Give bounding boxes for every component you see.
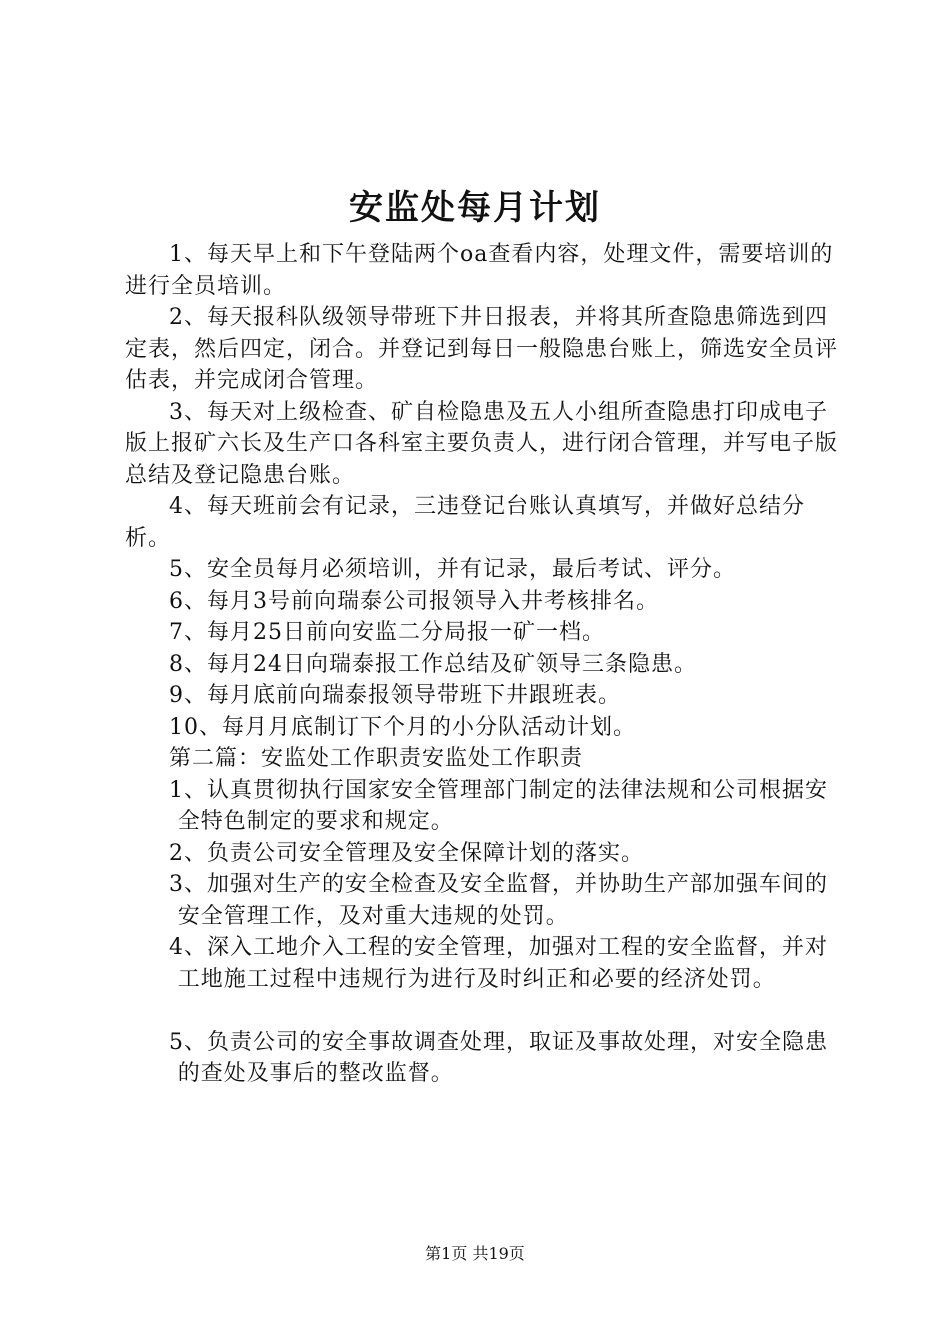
body-paragraph: 4、每天班前会有记录，三违登记台账认真填写，并做好总结分析。 — [125, 494, 805, 551]
body-paragraph: 3、加强对生产的安全检查及安全监督，并协助生产部加强车间的 — [169, 872, 828, 897]
document-body — [125, 239, 840, 1090]
body-paragraph: 4、深入工地介入工程的安全管理，加强对工程的安全监督，并对 — [169, 935, 828, 960]
blank-line — [125, 995, 840, 1027]
body-paragraph: 7、每月25日前向安监二分局报一矿一档。 — [169, 620, 605, 645]
body-paragraph: 3、每天对上级检查、矿自检隐患及五人小组所查隐患打印成电子版上报矿六长及生产口各科室主要负责人，进行闭合管理，并写电子版总结及登记隐患台账。 — [125, 399, 839, 488]
body-paragraph: 2、负责公司安全管理及安全保障计划的落实。 — [169, 840, 644, 866]
body-paragraph: 2、每天报科队级领导带班下井日报表，并将其所查隐患筛选到四定表，然后四定，闭合。并登记到每日一般隐患台账上，筛选安全员评估表，并完成闭合管理。 — [125, 305, 839, 393]
body-paragraph: 1、认真贯彻执行国家安全管理部门制定的法律法规和公司根据安 — [169, 777, 828, 803]
body-paragraph: 1、每天早上和下午登陆两个oa查看内容，处理文件，需要培训的进行全员培训。 — [125, 242, 834, 299]
page-footer: 第1页 共19页 — [425, 1244, 525, 1263]
body-paragraph: 的查处及事后的整改监督。 — [177, 1061, 454, 1086]
body-paragraph: 第二篇：安监处工作职责安监处工作职责 — [169, 746, 584, 771]
body-paragraph: 5、负责公司的安全事故调查处理，取证及事故处理，对安全隐患 — [169, 1029, 828, 1055]
body-paragraph: 5、安全员每月必须培训，并有记录，最后考试、评分。 — [169, 557, 736, 582]
body-paragraph: 8、每月24日向瑞泰报工作总结及矿领导三条隐患。 — [169, 651, 697, 677]
document-title: 安监处每月计划 — [349, 188, 601, 228]
body-paragraph: 工地施工过程中违规行为进行及时纠正和必要的经济处罚。 — [177, 966, 776, 992]
body-paragraph: 10、每月月底制订下个月的小分队活动计划。 — [169, 714, 636, 740]
body-paragraph: 安全管理工作，及对重大违规的处罚。 — [177, 903, 569, 929]
body-paragraph: 全特色制定的要求和规定。 — [177, 809, 454, 834]
body-paragraph: 6、每月3号前向瑞泰公司报领导入井考核排名。 — [169, 588, 659, 614]
body-paragraph: 9、每月底前向瑞泰报领导带班下井跟班表。 — [169, 683, 621, 708]
